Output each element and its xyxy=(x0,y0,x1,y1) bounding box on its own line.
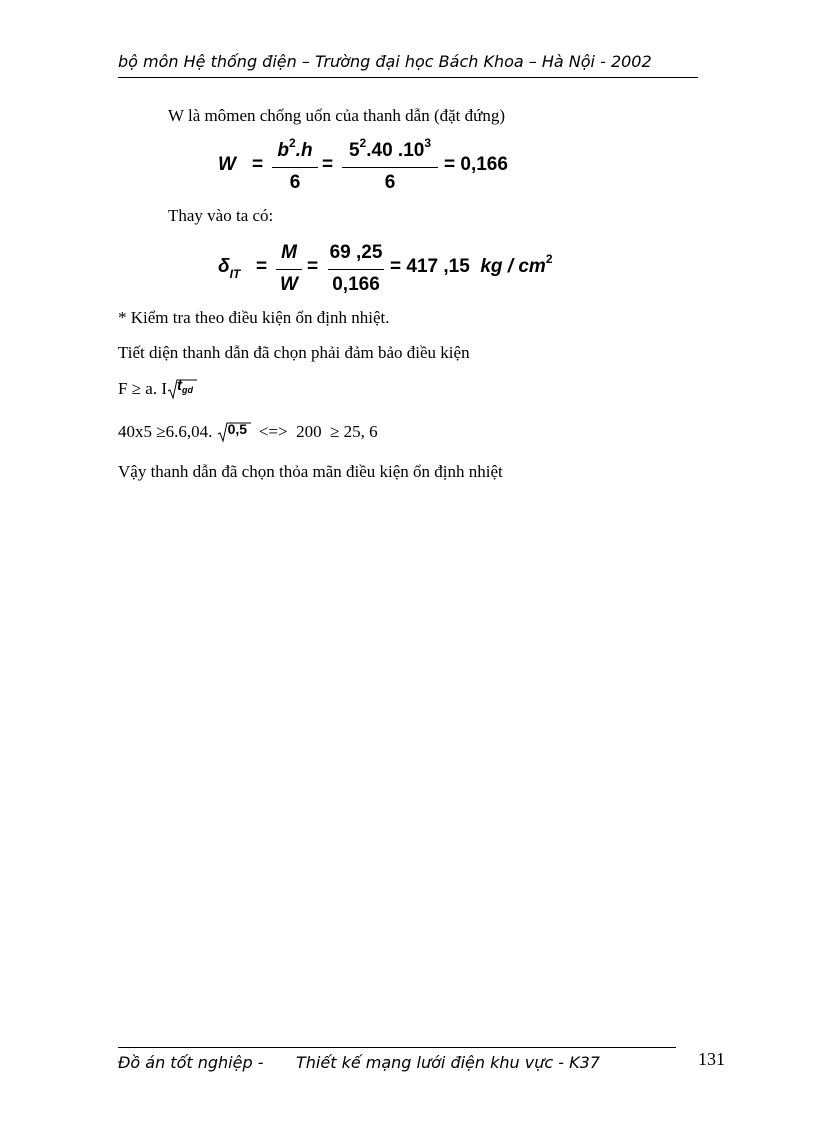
formula-check-suffix: <=> 200 ≥ 25, 6 xyxy=(258,422,378,441)
eq2-lhs xyxy=(218,256,241,281)
eq2-f1-den-w: W xyxy=(280,274,298,295)
eq1-f1-numerator xyxy=(272,136,318,162)
eq2-fraction-2 xyxy=(328,242,384,302)
eq2-fraction-1 xyxy=(276,242,302,302)
page-number: 131 xyxy=(698,1049,725,1069)
eq2-lhs-delta: δ xyxy=(218,256,230,277)
paragraph-substitute: Thay vào ta có: xyxy=(168,206,274,225)
eq2-f2-numerator: 69 ,25 xyxy=(329,242,383,263)
sqrt-tgd-radicand xyxy=(177,377,193,394)
eq2-f2-bar xyxy=(328,269,384,270)
header-divider xyxy=(118,77,698,78)
sqrt-tgd xyxy=(167,378,197,400)
eq1-f1-num-sup: 2 xyxy=(289,136,296,150)
eq1-result: = 0,166 xyxy=(444,154,508,175)
footer-divider xyxy=(118,1047,676,1048)
eq1-lhs xyxy=(218,154,236,176)
formula-condition-prefix: F ≥ a. I xyxy=(118,379,167,398)
formula-check xyxy=(118,421,378,443)
footer-title: Thiết kế mạng lưới điện khu vực - K37 xyxy=(296,1053,600,1072)
eq2-equals-1: = xyxy=(256,256,268,277)
eq1-f2-denominator: 6 xyxy=(384,172,396,193)
eq2-f1-num-m: M xyxy=(281,242,297,263)
formula-condition xyxy=(118,378,197,400)
eq2-result-value: = 417 ,15 xyxy=(390,256,470,277)
eq1-f1-bar xyxy=(272,167,318,168)
footer-left-text: Đồ án tốt nghiệp - xyxy=(118,1053,264,1072)
sqrt-05 xyxy=(217,421,251,443)
paragraph-moment-definition: W là mômen chống uốn của thanh dẫn (đặt đứng) xyxy=(168,106,506,125)
eq1-f2-num-sup: 2 xyxy=(359,136,367,150)
radicand-t: t xyxy=(177,377,182,394)
eq1-f2-num-mid: .40 .10 xyxy=(366,140,425,161)
paragraph-conclusion: Vậy thanh dẫn đã chọn thỏa mãn điều kiện ổn định nhiệt xyxy=(118,462,503,481)
eq1-f2-num-base: 5 xyxy=(348,140,360,161)
eq1-f1-num-h: .h xyxy=(295,140,313,161)
eq1-f1-denominator: 6 xyxy=(289,172,301,193)
eq1-equals-2: = xyxy=(322,154,334,175)
radicand-sub-gd: gd xyxy=(182,385,193,395)
eq1-fraction-2 xyxy=(342,136,438,200)
page-header: bộ môn Hệ thống điện – Trường đại học Bách Khoa – Hà Nội - 2002 xyxy=(118,52,652,71)
eq1-lhs-symbol: W xyxy=(218,154,236,175)
formula-check-prefix: 40x5 ≥6.6,04. xyxy=(118,422,213,441)
eq1-f2-bar xyxy=(342,167,438,168)
eq2-f1-denominator xyxy=(276,274,302,296)
eq2-f1-bar xyxy=(276,269,302,270)
paragraph-cross-section: Tiết diện thanh dẫn đã chọn phải đảm bảo điều kiện xyxy=(118,343,470,362)
sqrt-05-radicand: 0,5 xyxy=(227,421,248,437)
eq2-result-unit: kg / cm xyxy=(480,256,546,277)
eq2-lhs-subscript: IT xyxy=(229,267,241,281)
eq1-f2-numerator xyxy=(342,136,438,162)
eq2-f1-numerator xyxy=(276,242,302,264)
eq1-equals-1: = xyxy=(252,154,264,175)
eq2-f2-denominator: 0,166 xyxy=(332,274,380,295)
eq2-equals-2: = xyxy=(307,256,319,277)
eq1-fraction-1 xyxy=(272,136,318,200)
eq2-result-sup: 2 xyxy=(545,252,553,266)
eq2-result xyxy=(390,252,553,278)
paragraph-check-thermal: * Kiểm tra theo điều kiện ổn định nhiệt. xyxy=(118,308,390,327)
eq1-f1-num-b: b xyxy=(277,140,290,161)
eq1-f2-num-sup2: 3 xyxy=(424,136,432,150)
